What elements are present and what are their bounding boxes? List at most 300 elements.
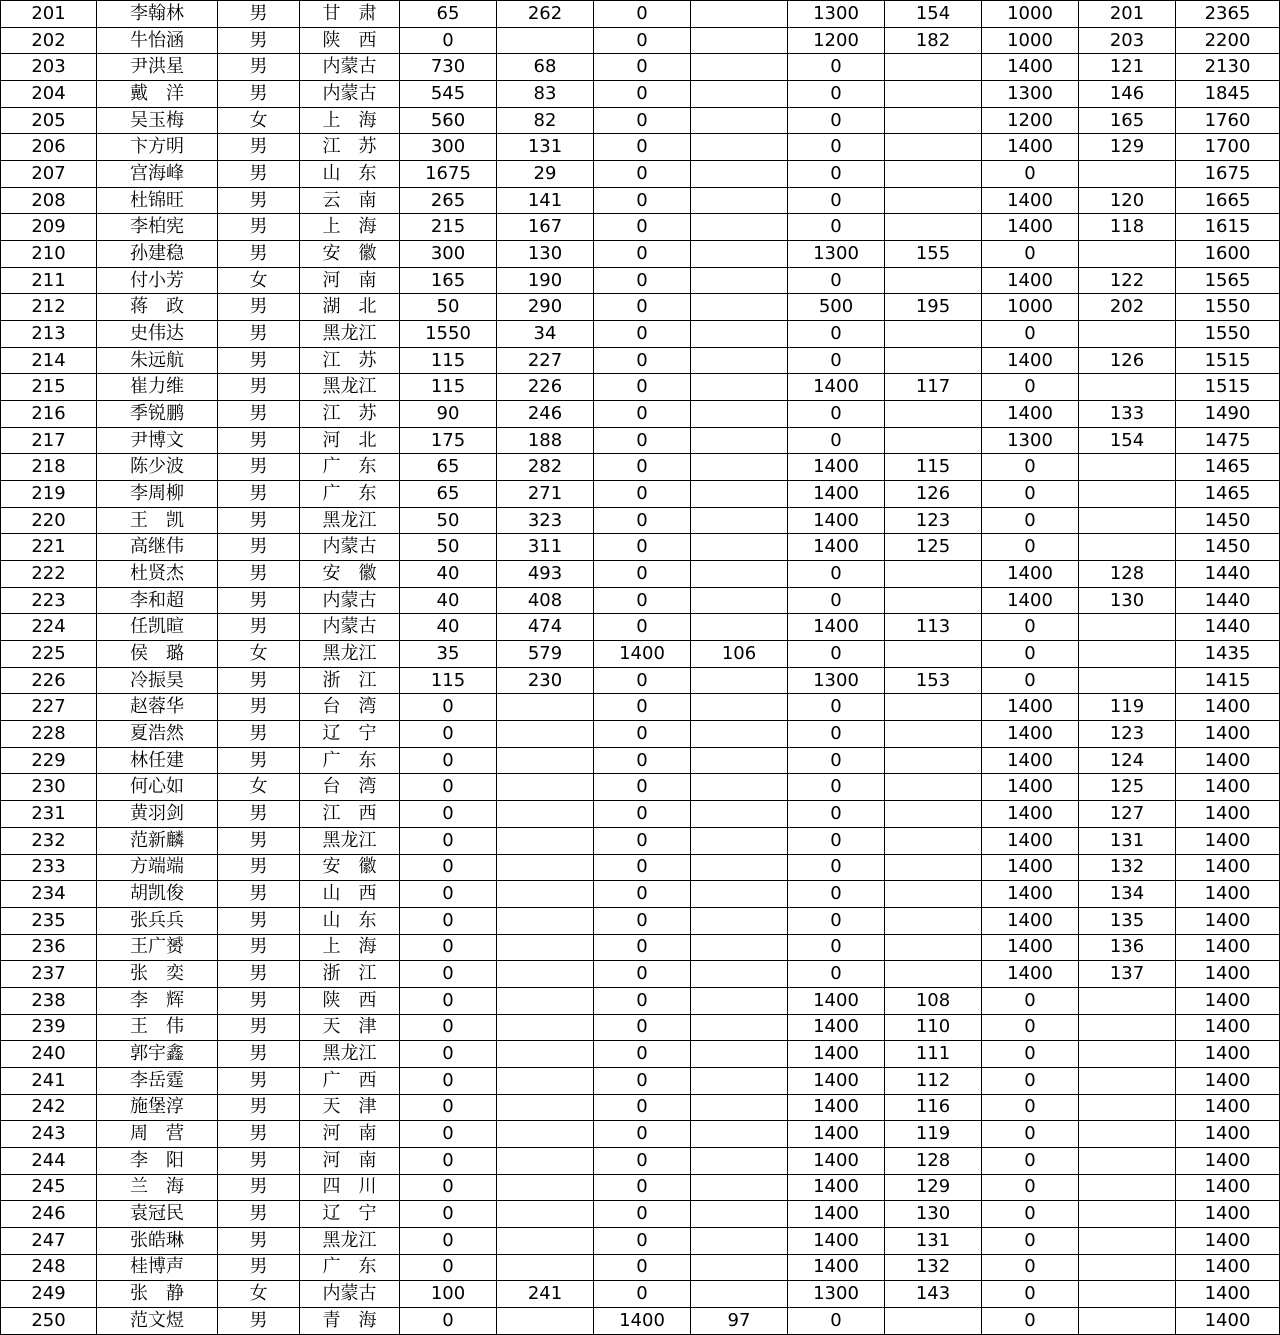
cell-name: 张兵兵 — [97, 907, 218, 934]
cell-v2: 0 — [594, 1281, 691, 1308]
cell-total: 1400 — [1176, 747, 1280, 774]
cell-r3 — [885, 81, 982, 108]
cell-total: 1400 — [1176, 801, 1280, 828]
cell-r4 — [1079, 987, 1176, 1014]
cell-rank: 241 — [1, 1067, 97, 1094]
cell-r2 — [691, 1094, 788, 1121]
cell-r2 — [691, 747, 788, 774]
cell-total: 1400 — [1176, 1227, 1280, 1254]
cell-total: 1400 — [1176, 1307, 1280, 1334]
cell-gender: 男 — [218, 881, 300, 908]
cell-gender: 男 — [218, 1307, 300, 1334]
cell-v4: 1400 — [982, 801, 1079, 828]
table-row — [1, 1014, 1280, 1041]
cell-v4: 0 — [982, 1014, 1079, 1041]
cell-r1 — [497, 961, 594, 988]
cell-v4: 0 — [982, 1147, 1079, 1174]
cell-name: 蒋 政 — [97, 294, 218, 321]
cell-r2 — [691, 427, 788, 454]
cell-v1: 0 — [400, 1174, 497, 1201]
cell-v4: 1400 — [982, 401, 1079, 428]
cell-r2 — [691, 267, 788, 294]
cell-v4: 0 — [982, 987, 1079, 1014]
cell-region: 江 苏 — [300, 401, 400, 428]
cell-v2: 0 — [594, 614, 691, 641]
cell-v4: 1300 — [982, 427, 1079, 454]
cell-name: 黄羽剑 — [97, 801, 218, 828]
table-row — [1, 1227, 1280, 1254]
cell-r2 — [691, 321, 788, 348]
cell-total: 1450 — [1176, 507, 1280, 534]
cell-name: 张 静 — [97, 1281, 218, 1308]
table-row — [1, 827, 1280, 854]
cell-v4: 0 — [982, 454, 1079, 481]
cell-r2 — [691, 454, 788, 481]
cell-r3: 143 — [885, 1281, 982, 1308]
cell-v2: 0 — [594, 1174, 691, 1201]
cell-gender: 男 — [218, 321, 300, 348]
cell-v4: 0 — [982, 161, 1079, 188]
cell-rank: 229 — [1, 747, 97, 774]
cell-region: 黑龙江 — [300, 827, 400, 854]
cell-r4 — [1079, 481, 1176, 508]
cell-rank: 202 — [1, 27, 97, 54]
cell-name: 王 伟 — [97, 1014, 218, 1041]
cell-r4: 128 — [1079, 561, 1176, 588]
cell-name: 范文煜 — [97, 1307, 218, 1334]
table-row — [1, 241, 1280, 268]
cell-total: 1450 — [1176, 534, 1280, 561]
cell-total: 1440 — [1176, 587, 1280, 614]
cell-name: 李周柳 — [97, 481, 218, 508]
cell-rank: 222 — [1, 561, 97, 588]
table-row — [1, 267, 1280, 294]
cell-r3 — [885, 321, 982, 348]
cell-region: 内蒙古 — [300, 534, 400, 561]
cell-v3: 0 — [788, 561, 885, 588]
cell-v2: 0 — [594, 267, 691, 294]
cell-gender: 男 — [218, 987, 300, 1014]
cell-v1: 0 — [400, 987, 497, 1014]
cell-r3: 111 — [885, 1041, 982, 1068]
cell-v1: 40 — [400, 587, 497, 614]
cell-r1: 282 — [497, 454, 594, 481]
cell-v2: 0 — [594, 827, 691, 854]
cell-rank: 240 — [1, 1041, 97, 1068]
cell-r2 — [691, 1147, 788, 1174]
cell-r3 — [885, 107, 982, 134]
cell-v3: 1200 — [788, 27, 885, 54]
cell-r1: 83 — [497, 81, 594, 108]
cell-r1 — [497, 1307, 594, 1334]
cell-r3 — [885, 401, 982, 428]
cell-v4: 1400 — [982, 827, 1079, 854]
cell-gender: 男 — [218, 721, 300, 748]
cell-gender: 男 — [218, 827, 300, 854]
cell-v2: 0 — [594, 561, 691, 588]
table-row — [1, 881, 1280, 908]
cell-r4: 127 — [1079, 801, 1176, 828]
cell-total: 1675 — [1176, 161, 1280, 188]
table-row — [1, 694, 1280, 721]
cell-v4: 0 — [982, 1254, 1079, 1281]
cell-r1: 230 — [497, 667, 594, 694]
cell-r3: 125 — [885, 534, 982, 561]
cell-v4: 0 — [982, 1094, 1079, 1121]
cell-v2: 0 — [594, 1067, 691, 1094]
cell-r3: 116 — [885, 1094, 982, 1121]
cell-v1: 0 — [400, 694, 497, 721]
cell-r1 — [497, 1067, 594, 1094]
cell-r4 — [1079, 614, 1176, 641]
cell-r1: 131 — [497, 134, 594, 161]
cell-rank: 218 — [1, 454, 97, 481]
cell-total: 1400 — [1176, 1121, 1280, 1148]
cell-r1: 188 — [497, 427, 594, 454]
cell-v3: 1400 — [788, 507, 885, 534]
cell-gender: 男 — [218, 561, 300, 588]
cell-r2 — [691, 1014, 788, 1041]
cell-name: 侯 璐 — [97, 641, 218, 668]
table-row — [1, 774, 1280, 801]
cell-v2: 0 — [594, 107, 691, 134]
cell-r4: 119 — [1079, 694, 1176, 721]
cell-name: 王 凯 — [97, 507, 218, 534]
cell-r2 — [691, 1227, 788, 1254]
table-row — [1, 747, 1280, 774]
cell-v4: 0 — [982, 614, 1079, 641]
cell-v3: 0 — [788, 934, 885, 961]
cell-name: 李 阳 — [97, 1147, 218, 1174]
cell-v2: 0 — [594, 134, 691, 161]
cell-gender: 男 — [218, 1147, 300, 1174]
cell-v3: 0 — [788, 321, 885, 348]
cell-rank: 236 — [1, 934, 97, 961]
cell-r2 — [691, 161, 788, 188]
cell-v1: 0 — [400, 27, 497, 54]
cell-gender: 男 — [218, 1174, 300, 1201]
cell-r2 — [691, 507, 788, 534]
table-row — [1, 161, 1280, 188]
cell-r4: 154 — [1079, 427, 1176, 454]
cell-v3: 1400 — [788, 1041, 885, 1068]
table-row — [1, 614, 1280, 641]
cell-region: 湖 北 — [300, 294, 400, 321]
cell-v4: 0 — [982, 1281, 1079, 1308]
table-row — [1, 1041, 1280, 1068]
cell-rank: 212 — [1, 294, 97, 321]
cell-v1: 0 — [400, 1307, 497, 1334]
cell-region: 河 南 — [300, 267, 400, 294]
cell-r2 — [691, 1201, 788, 1228]
table-row — [1, 934, 1280, 961]
cell-gender: 男 — [218, 1067, 300, 1094]
cell-rank: 235 — [1, 907, 97, 934]
cell-name: 胡凯俊 — [97, 881, 218, 908]
cell-r3 — [885, 827, 982, 854]
cell-r4 — [1079, 1067, 1176, 1094]
cell-v4: 1400 — [982, 54, 1079, 81]
cell-v1: 40 — [400, 614, 497, 641]
cell-total: 1415 — [1176, 667, 1280, 694]
cell-region: 云 南 — [300, 187, 400, 214]
cell-r4 — [1079, 1174, 1176, 1201]
cell-r2 — [691, 774, 788, 801]
cell-v3: 0 — [788, 1307, 885, 1334]
cell-v2: 0 — [594, 507, 691, 534]
cell-v2: 0 — [594, 747, 691, 774]
cell-v2: 0 — [594, 1014, 691, 1041]
cell-r2 — [691, 854, 788, 881]
cell-v1: 300 — [400, 134, 497, 161]
cell-v3: 1400 — [788, 614, 885, 641]
cell-rank: 242 — [1, 1094, 97, 1121]
cell-v3: 0 — [788, 401, 885, 428]
table-row — [1, 347, 1280, 374]
cell-v4: 1300 — [982, 81, 1079, 108]
cell-v2: 0 — [594, 1227, 691, 1254]
cell-v1: 100 — [400, 1281, 497, 1308]
cell-region: 广 东 — [300, 454, 400, 481]
cell-gender: 男 — [218, 934, 300, 961]
cell-r1 — [497, 721, 594, 748]
cell-r3 — [885, 881, 982, 908]
cell-v1: 0 — [400, 801, 497, 828]
cell-name: 杜贤杰 — [97, 561, 218, 588]
cell-region: 河 南 — [300, 1121, 400, 1148]
table-row — [1, 1147, 1280, 1174]
cell-r2 — [691, 1067, 788, 1094]
cell-total: 1845 — [1176, 81, 1280, 108]
cell-region: 黑龙江 — [300, 507, 400, 534]
table-row — [1, 54, 1280, 81]
cell-r2 — [691, 614, 788, 641]
cell-r2 — [691, 1254, 788, 1281]
cell-total: 1550 — [1176, 294, 1280, 321]
cell-region: 黑龙江 — [300, 321, 400, 348]
cell-v3: 1400 — [788, 987, 885, 1014]
cell-r3 — [885, 427, 982, 454]
cell-r4: 165 — [1079, 107, 1176, 134]
cell-r4 — [1079, 374, 1176, 401]
cell-r2 — [691, 881, 788, 908]
cell-gender: 女 — [218, 267, 300, 294]
cell-gender: 男 — [218, 427, 300, 454]
cell-r4 — [1079, 321, 1176, 348]
cell-gender: 男 — [218, 1121, 300, 1148]
cell-gender: 男 — [218, 614, 300, 641]
cell-r3 — [885, 187, 982, 214]
cell-v4: 1400 — [982, 907, 1079, 934]
cell-name: 陈少波 — [97, 454, 218, 481]
cell-r3: 128 — [885, 1147, 982, 1174]
cell-r3 — [885, 54, 982, 81]
cell-r1: 167 — [497, 214, 594, 241]
cell-name: 夏浩然 — [97, 721, 218, 748]
cell-r1: 579 — [497, 641, 594, 668]
cell-region: 浙 江 — [300, 961, 400, 988]
cell-v2: 0 — [594, 774, 691, 801]
cell-v2: 0 — [594, 54, 691, 81]
cell-rank: 214 — [1, 347, 97, 374]
cell-rank: 206 — [1, 134, 97, 161]
cell-v3: 0 — [788, 721, 885, 748]
table-row — [1, 1281, 1280, 1308]
cell-v1: 0 — [400, 907, 497, 934]
cell-v4: 0 — [982, 374, 1079, 401]
cell-r4: 125 — [1079, 774, 1176, 801]
cell-name: 崔力维 — [97, 374, 218, 401]
table-row — [1, 427, 1280, 454]
cell-total: 1400 — [1176, 1094, 1280, 1121]
cell-gender: 男 — [218, 454, 300, 481]
cell-r4: 135 — [1079, 907, 1176, 934]
cell-r4: 134 — [1079, 881, 1176, 908]
cell-name: 牛怡涵 — [97, 27, 218, 54]
cell-r4 — [1079, 507, 1176, 534]
cell-total: 1400 — [1176, 1254, 1280, 1281]
cell-v3: 0 — [788, 427, 885, 454]
cell-total: 1400 — [1176, 961, 1280, 988]
cell-name: 桂博声 — [97, 1254, 218, 1281]
cell-v2: 0 — [594, 481, 691, 508]
cell-name: 李 辉 — [97, 987, 218, 1014]
cell-v1: 0 — [400, 1121, 497, 1148]
cell-r1: 226 — [497, 374, 594, 401]
cell-v3: 0 — [788, 187, 885, 214]
cell-v1: 0 — [400, 827, 497, 854]
cell-gender: 男 — [218, 347, 300, 374]
table-row — [1, 561, 1280, 588]
cell-total: 1465 — [1176, 454, 1280, 481]
cell-region: 台 湾 — [300, 774, 400, 801]
cell-name: 张 奕 — [97, 961, 218, 988]
cell-r4: 124 — [1079, 747, 1176, 774]
cell-rank: 233 — [1, 854, 97, 881]
cell-gender: 男 — [218, 374, 300, 401]
cell-v2: 0 — [594, 1147, 691, 1174]
cell-region: 天 津 — [300, 1094, 400, 1121]
cell-region: 台 湾 — [300, 694, 400, 721]
cell-v1: 0 — [400, 1147, 497, 1174]
cell-region: 安 徽 — [300, 854, 400, 881]
table-row — [1, 801, 1280, 828]
cell-r2 — [691, 827, 788, 854]
cell-rank: 223 — [1, 587, 97, 614]
cell-v3: 1300 — [788, 1281, 885, 1308]
cell-total: 1550 — [1176, 321, 1280, 348]
cell-total: 1400 — [1176, 854, 1280, 881]
cell-v1: 115 — [400, 374, 497, 401]
cell-name: 杜锦旺 — [97, 187, 218, 214]
cell-v1: 165 — [400, 267, 497, 294]
cell-v1: 65 — [400, 1, 497, 28]
cell-rank: 204 — [1, 81, 97, 108]
cell-v2: 0 — [594, 1254, 691, 1281]
cell-gender: 男 — [218, 1014, 300, 1041]
cell-rank: 213 — [1, 321, 97, 348]
cell-v1: 115 — [400, 347, 497, 374]
cell-r1: 29 — [497, 161, 594, 188]
cell-r1 — [497, 907, 594, 934]
cell-v3: 0 — [788, 267, 885, 294]
cell-total: 1440 — [1176, 561, 1280, 588]
cell-v2: 0 — [594, 427, 691, 454]
cell-v3: 1400 — [788, 1067, 885, 1094]
cell-total: 1400 — [1176, 987, 1280, 1014]
cell-v4: 0 — [982, 1307, 1079, 1334]
cell-r1: 408 — [497, 587, 594, 614]
cell-v4: 0 — [982, 641, 1079, 668]
cell-v2: 0 — [594, 694, 691, 721]
cell-v2: 0 — [594, 321, 691, 348]
cell-v1: 0 — [400, 854, 497, 881]
cell-v4: 1400 — [982, 187, 1079, 214]
cell-v4: 1400 — [982, 561, 1079, 588]
cell-v3: 1400 — [788, 534, 885, 561]
cell-rank: 211 — [1, 267, 97, 294]
table-row — [1, 721, 1280, 748]
cell-name: 冷振昊 — [97, 667, 218, 694]
cell-gender: 男 — [218, 54, 300, 81]
cell-r3 — [885, 934, 982, 961]
cell-v1: 545 — [400, 81, 497, 108]
cell-r1 — [497, 1174, 594, 1201]
cell-gender: 男 — [218, 1094, 300, 1121]
cell-r4 — [1079, 1094, 1176, 1121]
cell-r2 — [691, 561, 788, 588]
cell-v3: 0 — [788, 641, 885, 668]
cell-name: 朱远航 — [97, 347, 218, 374]
cell-gender: 男 — [218, 854, 300, 881]
cell-r4: 118 — [1079, 214, 1176, 241]
cell-v2: 0 — [594, 161, 691, 188]
table-row — [1, 667, 1280, 694]
cell-total: 1400 — [1176, 774, 1280, 801]
cell-rank: 215 — [1, 374, 97, 401]
table-row — [1, 294, 1280, 321]
cell-r3: 108 — [885, 987, 982, 1014]
cell-v2: 0 — [594, 454, 691, 481]
cell-v1: 265 — [400, 187, 497, 214]
cell-r3: 119 — [885, 1121, 982, 1148]
cell-v3: 0 — [788, 54, 885, 81]
cell-v2: 0 — [594, 374, 691, 401]
cell-v4: 0 — [982, 241, 1079, 268]
cell-r3 — [885, 694, 982, 721]
cell-v3: 1300 — [788, 667, 885, 694]
cell-total: 1565 — [1176, 267, 1280, 294]
cell-r1 — [497, 987, 594, 1014]
cell-region: 内蒙古 — [300, 614, 400, 641]
cell-rank: 217 — [1, 427, 97, 454]
cell-v1: 90 — [400, 401, 497, 428]
cell-name: 兰 海 — [97, 1174, 218, 1201]
table-row — [1, 641, 1280, 668]
table-row — [1, 401, 1280, 428]
cell-r3: 113 — [885, 614, 982, 641]
cell-r1: 82 — [497, 107, 594, 134]
cell-v2: 0 — [594, 27, 691, 54]
cell-gender: 男 — [218, 747, 300, 774]
cell-v4: 0 — [982, 481, 1079, 508]
cell-v1: 50 — [400, 534, 497, 561]
cell-r4 — [1079, 1227, 1176, 1254]
cell-r4: 121 — [1079, 54, 1176, 81]
cell-region: 山 东 — [300, 161, 400, 188]
cell-region: 内蒙古 — [300, 587, 400, 614]
cell-v2: 0 — [594, 721, 691, 748]
